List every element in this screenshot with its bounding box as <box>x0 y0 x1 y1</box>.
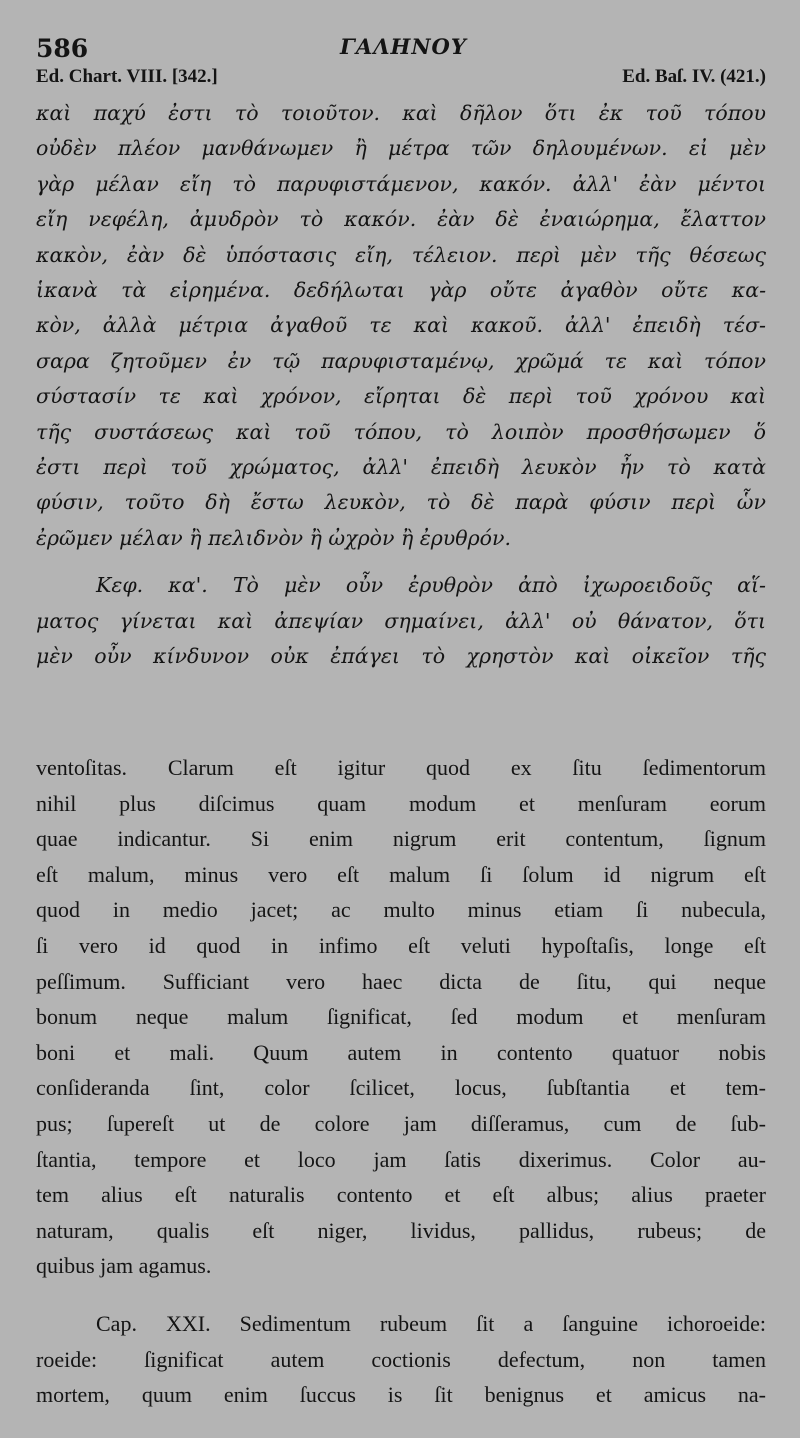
latin-line: conſideranda ſint, color ſcilicet, locus, ſubſtantia et tem- <box>36 1075 766 1101</box>
edition-basel-reference: Ed. Baſ. IV. (421.) <box>622 66 766 87</box>
greek-line: ἱκανὰ τὰ εἰρημένα. δεδήλωται γὰρ οὔτε ἀγαθὸν οὔτε κα- <box>36 278 766 303</box>
page-number: 586 <box>36 34 89 63</box>
edition-references <box>36 66 766 94</box>
latin-line: ſtantia, tempore et loco jam ſatis dixerimus. Color au- <box>36 1146 766 1172</box>
greek-line: σύστασίν τε καὶ χρόνον, εἴρηται δὲ περὶ τοῦ χρόνου καὶ <box>36 384 766 409</box>
paragraph-gap <box>36 1284 766 1306</box>
greek-line: εἴη νεφέλη, ἀμυδρὸν τὸ κακόν. ἐὰν δὲ ἐναιώρημα, ἔλαττον <box>36 207 766 232</box>
greek-line: καὶ παχύ ἐστι τὸ τοιοῦτον. καὶ δῆλον ὅτι ἐκ τοῦ τόπου <box>36 101 766 125</box>
edition-chart-reference: Ed. Chart. VIII. [342.] <box>36 66 218 87</box>
latin-line: bonum neque malum ſignificat, ſed modum et menſuram <box>36 1004 766 1030</box>
greek-chapter-line: μὲν οὖν κίνδυνον οὐκ ἐπάγει τὸ χρηστὸν καὶ οἰκεῖον τῆς <box>36 644 766 669</box>
paragraph-gap <box>36 556 766 568</box>
latin-line: quod in medio jacet; ac multo minus etiam ſi nubecula, <box>36 897 766 923</box>
greek-line: κακὸν, ἐὰν δὲ ὑπόστασις εἴη, τέλειον. περὶ μὲν τῆς θέσεως <box>36 242 766 267</box>
greek-line: σαρα ζητοῦμεν ἐν τῷ παρυφισταμένῳ, χρῶμά τε καὶ τόπον <box>36 348 766 373</box>
latin-text-block <box>36 750 766 1413</box>
greek-line: τῆς συστάσεως καὶ τοῦ τόπου, τὸ λοιπὸν προσθήσωμεν ὅ <box>36 419 766 444</box>
latin-line: pus; ſupereſt ut de colore jam diſſeramus, cum de ſub- <box>36 1110 766 1136</box>
page-header <box>36 30 766 66</box>
latin-line: nihil plus diſcimus quam modum et menſuram eorum <box>36 790 766 816</box>
latin-line: boni et mali. Quum autem in contento quatuor nobis <box>36 1039 766 1065</box>
latin-chapter-heading-line: Cap. XXI. Sedimentum rubeum ſit a ſanguine ichoroeide: <box>96 1310 766 1336</box>
running-title: ΓΑΛΗΝΟΥ <box>340 34 467 59</box>
greek-chapter-line: ματος γίνεται καὶ ἀπεψίαν σημαίνει, ἀλλ' οὐ θάνατον, ὅτι <box>36 608 766 633</box>
greek-chapter-heading-line: Κεφ. κα'. Τὸ μὲν οὖν ἐρυθρὸν ἀπὸ ἰχωροειδοῦς αἵ- <box>96 573 766 598</box>
latin-line: eſt malum, minus vero eſt malum ſi ſolum id nigrum eſt <box>36 861 766 887</box>
latin-line: tem alius eſt naturalis contento et eſt albus; alius praeter <box>36 1182 766 1208</box>
greek-line: κὸν, ἀλλὰ μέτρια ἀγαθοῦ τε καὶ κακοῦ. ἀλλ' ἐπειδὴ τέσ- <box>36 313 766 338</box>
greek-line: ἐστι περὶ τοῦ χρώματος, ἀλλ' ἐπειδὴ λευκὸν ἦν τὸ κατὰ <box>36 455 766 480</box>
latin-chapter-line: roeide: ſignificat autem coctionis defectum, non tamen <box>36 1346 766 1372</box>
latin-line: ventoſitas. Clarum eſt igitur quod ex ſitu ſedimentorum <box>36 755 766 780</box>
latin-line: ſi vero id quod in infimo eſt veluti hypoſtaſis, longe eſt <box>36 932 766 958</box>
greek-text-block <box>36 96 766 675</box>
latin-chapter-line: mortem, quum enim ſuccus is ſit benignus et amicus na- <box>36 1382 766 1408</box>
latin-line: naturam, qualis eſt niger, lividus, pallidus, rubeus; de <box>36 1217 766 1243</box>
greek-line: οὐδὲν πλέον μανθάνωμεν ἢ μέτρα τῶν δηλουμένων. εἰ μὲν <box>36 136 766 161</box>
greek-line: γὰρ μέλαν εἴη τὸ παρυφιστάμενον, κακόν. ἀλλ' ἐὰν μέντοι <box>36 171 766 196</box>
latin-line: peſſimum. Sufficiant vero haec dicta de ſitu, qui neque <box>36 968 766 994</box>
latin-line: quae indicantur. Si enim nigrum erit contentum, ſignum <box>36 826 766 852</box>
greek-line: ἐρῶμεν μέλαν ἢ πελιδνὸν ἢ ὠχρὸν ἢ ἐρυθρόν. <box>36 525 511 550</box>
greek-line: φύσιν, τοῦτο δὴ ἔστω λευκὸν, τὸ δὲ παρὰ φύσιν περὶ ὧν <box>36 490 766 515</box>
latin-line: quibus jam agamus. <box>36 1253 212 1279</box>
